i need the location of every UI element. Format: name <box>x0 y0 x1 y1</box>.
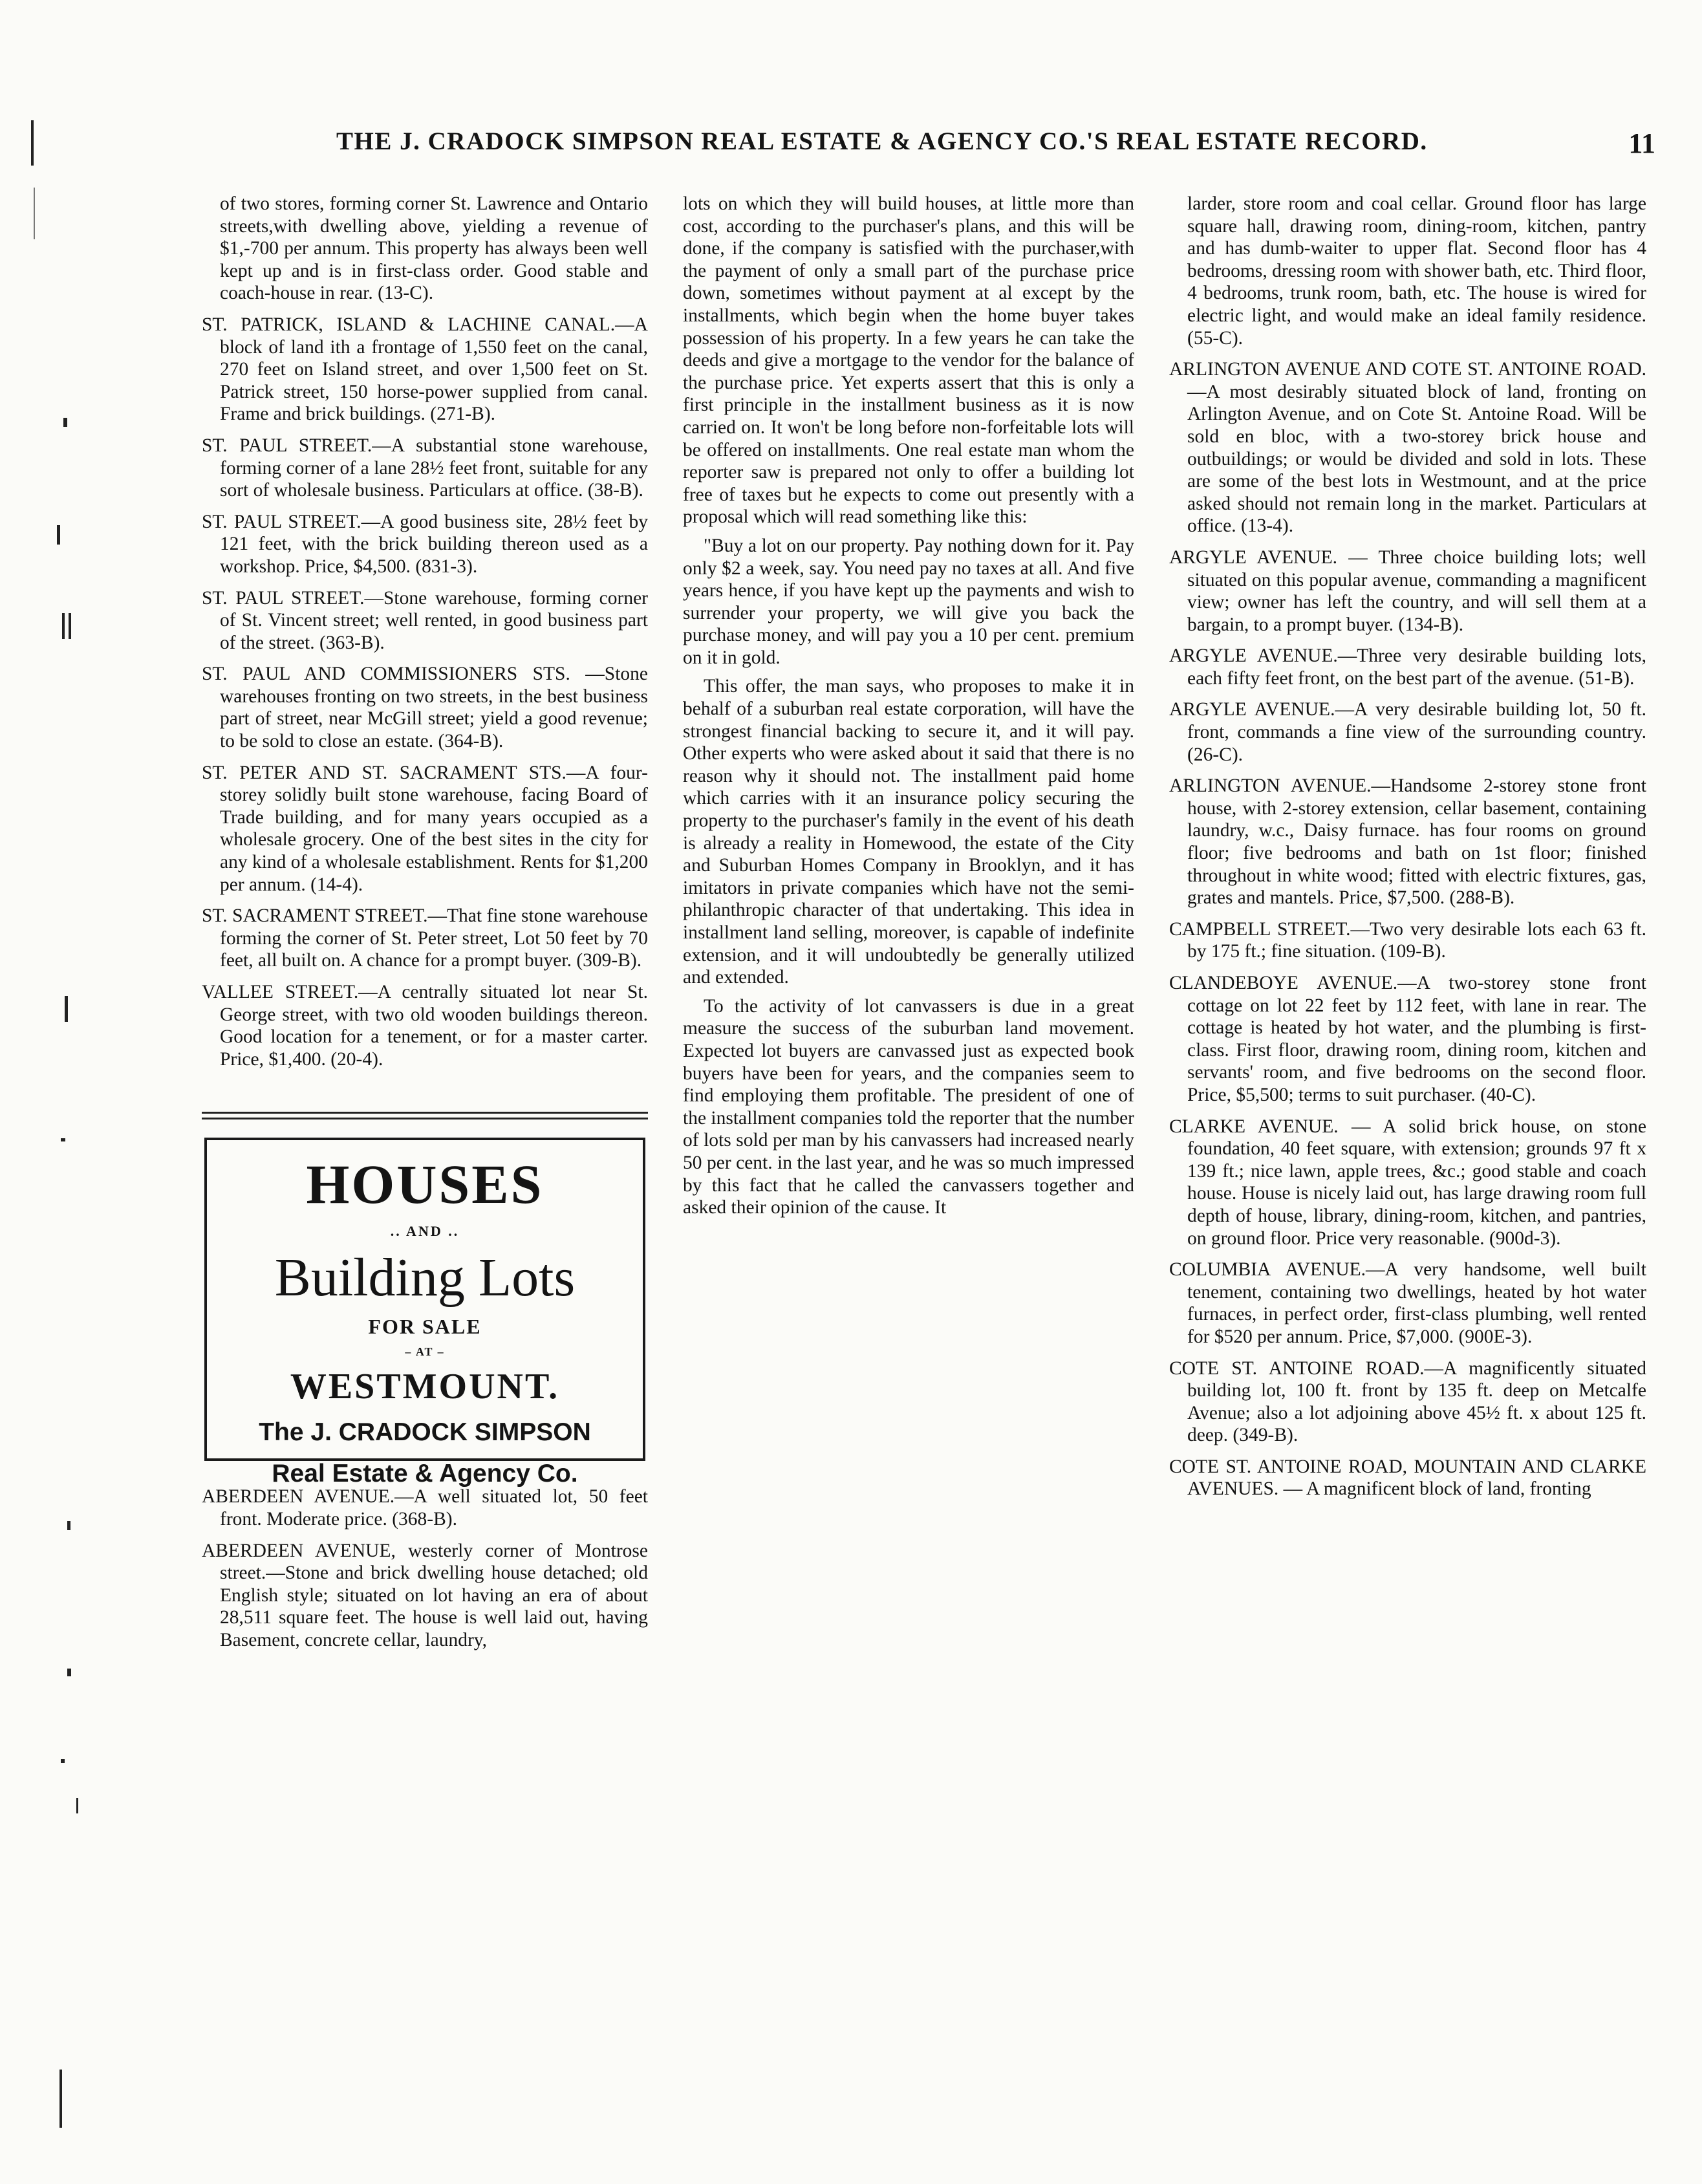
ad-company-line1: The J. CRADOCK SIMPSON <box>259 1418 591 1447</box>
article-paragraph: To the activity of lot canvassers is due in a great measure the success of the suburban land movement. Expected lot buyers are canvassed just as expected book buyers have been for years, and the companies seem to find employing them profitable. The president of one of the installment companies told the reporter that the number of lots sold per man by his canvassers had increased nearly 50 per cent. in the last year, and he was so much impressed by this fact that he called the canvassers together and asked their opinion of the cause. It <box>683 995 1134 1218</box>
listing-entry: VALLEE STREET.—A centrally situated lot near St. George street, with two old wooden buildings thereon. Good location for a tenement, or for a master carter. Price, $1,400. (20-4). <box>202 982 648 1070</box>
page-header <box>188 127 1655 166</box>
listing-entry: CLANDEBOYE AVENUE.—A two-storey stone front cottage on lot 22 feet by 112 feet, with lane in rear. The cottage is heated by hot water, and the plumbing is first-class. First floor, drawing room, dining room, kitchen and servants' room, and five bedrooms on the second floor. Price, $5,500; terms to suit purchaser. (40-C). <box>1169 973 1646 1105</box>
listing-entry: ST. PAUL STREET.—Stone warehouse, forming corner of St. Vincent street; well rented, in good business part of the street. (363-B). <box>202 587 648 653</box>
margin-mark <box>57 525 60 545</box>
running-title: THE J. CRADOCK SIMPSON REAL ESTATE & AGENCY CO.'S REAL ESTATE RECORD. <box>336 127 1428 155</box>
listing-entry: larder, store room and coal cellar. Ground floor has large square hall, drawing room, dining-room, kitchen, pantry and has dumb-waiter to upper flat. Second floor has 4 bedrooms, dressing room with shower bath, etc. Third floor, 4 bedrooms, trunk room, bath, etc. The house is wired for electric light, and would make an ideal family residence. (55-C). <box>1187 193 1646 349</box>
listing-entry: ST. SACRAMENT STREET.—That fine stone warehouse forming the corner of St. Peter street, Lot 50 feet by 70 feet, all built on. A chance for a prompt buyer. (309-B). <box>202 905 648 971</box>
article-paragraph: lots on which they will build houses, at little more than cost, according to the purchaser's plans, and this will be done, if the company is satisfied with the purchaser,with the payment of only a small part of the purchase price down, sometimes without payment at al except by the installments, which begin when the home buyer takes possession of his property. In a few years he can take the deeds and give a mortgage to the vendor for the balance of the purchase price. Yet experts assert that this is only a first principle in the installment business as it is now carried on. It won't be long before non-forfeitable lots will be offered on installments. One real estate man whom the reporter saw is prepared not only to offer a building lot free of taxes but he expects to come out presently with a proposal which will read something like this: <box>683 193 1134 528</box>
listing-entry: ST. PAUL STREET.—A substantial stone warehouse, forming corner of a lane 28½ feet front, suitable for any sort of wholesale business. Particulars at office. (38-B). <box>202 435 648 501</box>
listing-entry: ABERDEEN AVENUE.—A well situated lot, 50 feet front. Moderate price. (368-B). <box>202 1486 648 1530</box>
margin-mark <box>61 1759 65 1763</box>
listing-entry: ARGYLE AVENUE. — Three choice building lots; well situated on this popular avenue, commanding a magnificent view; owner has left the country, and will sell them at a bargain, to a prompt buyer. (134-B). <box>1169 546 1646 635</box>
listing-entry: ARLINGTON AVENUE AND COTE ST. ANTOINE ROAD.—A most desirably situated block of land, fronting on Arlington Avenue, and on Cote St. Antoine Road. Will be sold en bloc, with a two-storey brick house and outbuildings; or would be divided and sold in lots. These are some of the best lots in Westmount, and at the price asked should not remain long in the market. Particulars at office. (13-4). <box>1169 359 1646 537</box>
ad-at: – AT – <box>405 1345 445 1358</box>
listing-entry: CLARKE AVENUE. — A solid brick house, on stone foundation, 40 feet square, with extension; grounds 97 ft x 139 ft.; nice lawn, apple trees, &c.; good stable and coach house. House is nicely laid out, has large drawing room full depth of house, library, dining-room, kitchen, and pantries, on ground floor. Price very reasonable. (900d-3). <box>1169 1116 1646 1249</box>
margin-mark <box>62 613 65 639</box>
listing-entry: ARGYLE AVENUE.—A very desirable building lot, 50 ft. front, commands a fine view of the surrounding country. (26-C). <box>1169 699 1646 765</box>
listing-entry: ST. PAUL STREET.—A good business site, 28½ feet by 121 feet, with the brick building thereon used as a workshop. Price, $4,500. (831-3). <box>202 511 648 577</box>
margin-mark <box>69 613 71 639</box>
section-divider <box>202 1112 648 1119</box>
listing-entry: ARGYLE AVENUE.—Three very desirable building lots, each fifty feet front, on the best part of the avenue. (51-B). <box>1169 645 1646 689</box>
margin-mark <box>59 2070 62 2128</box>
margin-mark <box>67 1521 70 1530</box>
listing-entry: CAMPBELL STREET.—Two very desirable lots each 63 ft. by 175 ft.; fine situation. (109-B). <box>1169 918 1646 962</box>
listing-entry: ST. PATRICK, ISLAND & LACHINE CANAL.—A block of land ith a frontage of 1,550 feet on the canal, 270 feet on Island street, and over 1,500 feet on St. Patrick street, 150 horse-power supplied from canal. Frame and brick buildings. (271-B). <box>202 314 648 425</box>
margin-mark <box>63 418 67 427</box>
margin-mark <box>67 1669 71 1676</box>
listing-entry: COTE ST. ANTOINE ROAD, MOUNTAIN AND CLARKE AVENUES. — A magnificent block of land, fronting <box>1169 1456 1646 1500</box>
advertisement-box <box>204 1138 645 1488</box>
ad-and: .. AND .. <box>390 1223 460 1240</box>
ad-subheadline: Building Lots <box>274 1247 576 1308</box>
listing-entry: COTE ST. ANTOINE ROAD.—A magnificently situated building lot, 100 ft. front by 135 ft. deep on Metcalfe Avenue; also a lot adjoining above 45½ ft. x about 125 ft. deep. (349-B). <box>1169 1357 1646 1446</box>
ad-location: WESTMOUNT. <box>290 1367 560 1407</box>
margin-mark <box>34 188 35 239</box>
listing-entry: ARLINGTON AVENUE.—Handsome 2-storey stone front house, with 2-storey extension, cellar basement, containing laundry, w.c., Daisy furnace. has four rooms on ground floor; five bedrooms and bath on 1st floor; finished throughout in white wood; fitted with electric fixtures, gas, grates and mantels. Price, $7,500. (288-B). <box>1169 775 1646 909</box>
ad-for-sale: FOR SALE <box>368 1314 482 1338</box>
listing-entry: ABERDEEN AVENUE, westerly corner of Montrose street.—Stone and brick dwelling house detached; old English style; situated on lot having an era of about 28,511 square feet. The house is well laid out, having Basement, concrete cellar, laundry, <box>202 1540 648 1650</box>
listing-entry: ST. PAUL AND COMMISSIONERS STS. —Stone warehouses fronting on two streets, in the best business part of street, near McGill street; yield a good revenue; to be sold to close an estate. (364-B). <box>202 664 648 752</box>
page-number: 11 <box>1628 127 1655 159</box>
listing-entry: COLUMBIA AVENUE.—A very handsome, well built tenement, containing two dwellings, heated by hot water furnaces, in perfect order, first-class plumbing, well rented for $520 per annum. Price, $7,000. (900E-3). <box>1169 1259 1646 1347</box>
column-left <box>202 193 648 2159</box>
margin-mark <box>76 1798 78 1813</box>
margin-mark <box>65 996 68 1022</box>
ad-company-line2: Real Estate & Agency Co. <box>272 1460 578 1488</box>
margin-mark <box>31 120 34 166</box>
article-paragraph: This offer, the man says, who proposes to make it in behalf of a suburban real estate corporation, will have the strongest financial backing to secure it, and it will pay. Other experts who were asked about it said that there is no reason why it should not. The installment paid home which carries with it an insurance policy securing the property to the purchaser's family in the event of his death is already a reality in Homewood, the estate of the City and Suburban Homes Company in Brooklyn, and it has imitators in private companies which have not the semi-philanthropic character of that undertaking. This idea in installment land selling, moreover, is capable of indefinite extension, and it will undoubtedly be generally utilized and extended. <box>683 676 1134 988</box>
listing-entry: ST. PETER AND ST. SACRAMENT STS.—A four-storey solidly built stone warehouse, facing Board of Trade building, and for many years occupied as a wholesale grocery. One of the best sites in the city for any kind of a wholesale establishment. Rents for $1,200 per annum. (14-4). <box>202 762 648 895</box>
column-right <box>1169 193 1646 2159</box>
listing-entry: of two stores, forming corner St. Lawrence and Ontario streets,with dwelling above, yielding a revenue of $1,-700 per annum. This property has always been well kept up and is in first-class order. Good stable and coach-house in rear. (13-C). <box>220 193 648 304</box>
ad-headline: HOUSES <box>306 1153 544 1216</box>
margin-mark <box>61 1138 65 1141</box>
article-paragraph: "Buy a lot on our property. Pay nothing down for it. Pay only $2 a week, say. You need pay no taxes at all. And five years hence, if you have kept up the payments and wish to surrender your property, we will give you back the purchase money, and will pay you a 10 per cent. premium on it in gold. <box>683 535 1134 668</box>
column-middle <box>683 193 1134 2159</box>
